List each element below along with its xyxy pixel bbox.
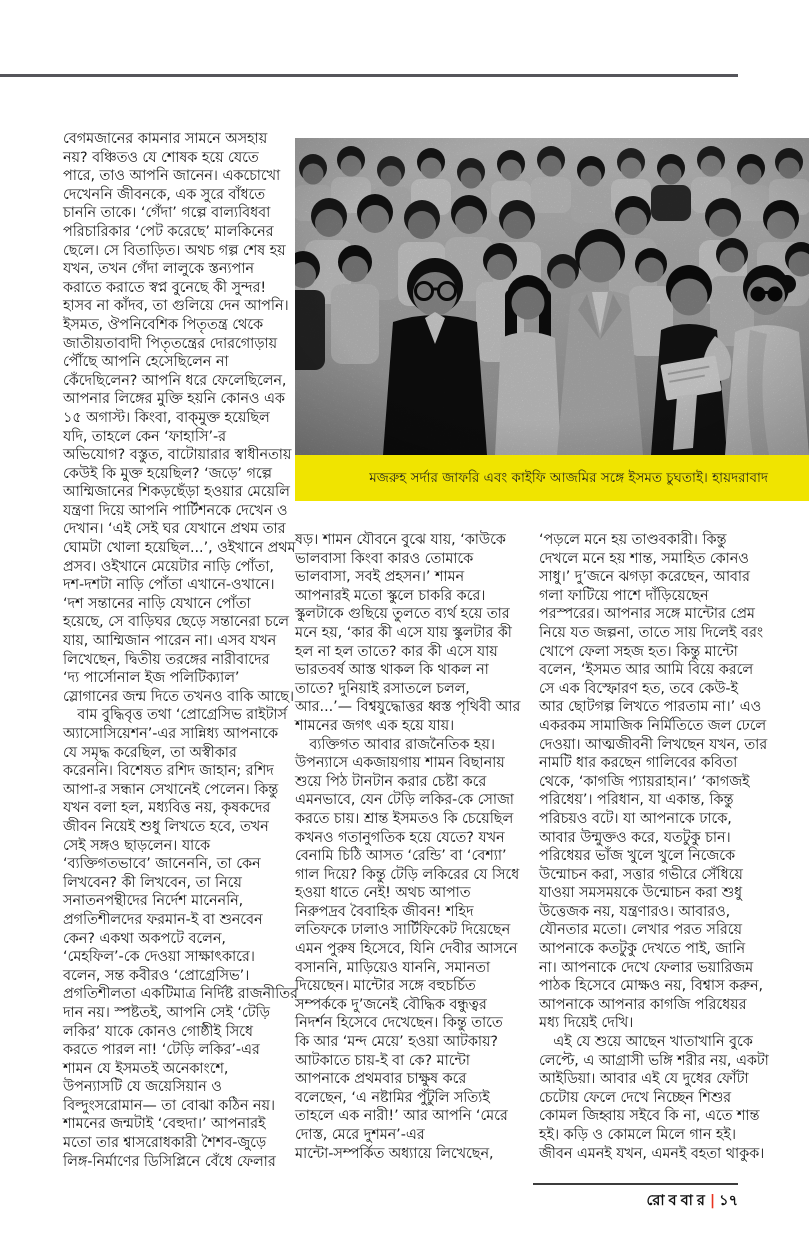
photo-block — [295, 138, 809, 501]
text-line: শুয়ে পিঠ টানটান করার চেষ্টা করে — [295, 773, 487, 790]
footer-rule — [533, 1183, 738, 1185]
text-line: ‘দ্য পার্সোনাল ইজ পলিটিক্যাল’ — [63, 670, 240, 687]
text-line: সনাতনপন্থীদের নির্দেশ মানেননি, — [63, 893, 244, 910]
text-line: পারে, তাও আপনি জানেন। একচোখো — [63, 168, 281, 185]
text-line: শামন যে ইসমতই অনেকাংশে, — [63, 1060, 229, 1077]
column-right — [539, 531, 803, 1163]
text-line: মধ্য দিয়েই দেখি। — [539, 1015, 634, 1032]
text-line: তাতে? দুনিয়াই রসাতলে চলল, — [295, 680, 470, 697]
text-line: জাতীয়তাবাদী পিতৃতন্ত্রের দোরগোড়ায় — [63, 335, 277, 352]
text-line: কোমল জিহ্বায় সইবে কি না, এতে শান্ত — [539, 1108, 760, 1125]
text-line: ছেলে। সে বিতাড়িত। অথচ গল্প শেষ হয় — [63, 242, 286, 259]
text-line: হওয়া ধাতে নেই! অথচ আপাত — [295, 885, 471, 902]
text-line: পরস্পরের। আপনার সঙ্গে মান্টোর প্রেম — [539, 606, 755, 623]
text-line: পরিচারিকার ‘পেট করেছে’ মালকিনের — [63, 223, 274, 240]
text-line: আপা-র সন্ধান সেখানেই পেলেন। কিন্তু — [63, 781, 279, 798]
text-line: লেপ্টে, এ আগ্রাসী ভঙ্গি শরীর নয়, একটা — [539, 1052, 769, 1069]
text-line: কি আর ‘মন্দ মেয়ে’ হওয়া আটকায়? — [295, 1034, 498, 1051]
text-line: আম্মিজানের শিকড়ছেঁড়া হওয়ার মেয়েলি — [63, 484, 290, 501]
text-line: আপনাকে কতটুকু দেখতে পাই, জানি — [539, 941, 746, 958]
text-line: যৌনতার মতো। লেখার পরত সরিয়ে — [539, 922, 742, 939]
text-line: প্রসব। ওইখানে মেয়েটার নাড়ি পোঁতা, — [63, 558, 274, 575]
text-line: হল না হল তাতে? কার কী এসে যায় — [295, 643, 498, 660]
column-left — [63, 130, 298, 1171]
text-line: করতে চায়। শ্রান্ত ইসমতও কি চেয়েছিল — [295, 810, 514, 827]
text-line: ভালবাসা, সবই প্রহসন।’ শামন — [295, 569, 465, 586]
text-line: একরকম সামাজিক নির্মিতিতে জল ঢেলে — [539, 717, 767, 734]
top-rule — [0, 74, 738, 77]
text-line: চাননি তাকে। ‘গেঁদা’ গল্পে বাল্যবিধবা — [63, 205, 271, 222]
text-line: যদি, তাহলে কেন ‘ফাহাসি’-র — [63, 428, 227, 445]
text-line: দেওয়া। আত্মজীবনী লিখছেন যখন, তার — [539, 736, 768, 753]
text-line: দশ-দশটা নাড়ি পোঁতা এখানে-ওখানে। — [63, 577, 275, 594]
text-line: অভিযোগ? বস্তুত, বাটোয়ারার স্বাধীনতায় — [63, 447, 292, 464]
text-line: লিখেছেন, দ্বিতীয় তরঙ্গের নারীবাদের — [63, 651, 270, 668]
footer-separator: | — [709, 1193, 716, 1209]
text-line: জীবন এমনই যখন, এমনই বহতা থাকুক। — [539, 1145, 765, 1162]
text-line: পরিধেয়’। পরিধান, যা একান্ত, কিন্তু — [539, 792, 734, 809]
text-line: এই যে শুয়ে আছেন খাতাখানি বুকে — [539, 1034, 753, 1051]
text-line: ভালবাসা কিংবা কারও তোমাকে — [295, 550, 474, 567]
text-line: বেনামি চিঠি আসত ‘রেন্ডি’ বা ‘বেশ্যা’ — [295, 848, 507, 865]
text-line: কখনও গতানুগতিক হয়ে যেতে? যখন — [295, 829, 505, 846]
text-line: লিখবেন? কী লিখবেন, তা নিয়ে — [63, 874, 242, 891]
text-line: যাওয়া সমসময়কে উন্মোচন করা শুধু — [539, 885, 743, 902]
photo-caption: মজরুহ সর্দার জাফরি এবং কাইফি আজমির সঙ্গে ইসমত চুঘতাই। হায়দরাবাদ — [295, 455, 809, 501]
text-line: প্রগতিশীলদের ফরমান-ই বা শুনবেন — [63, 911, 263, 928]
text-line: মনে হয়, ‘কার কী এসে যায় স্কুলটার কী — [295, 624, 512, 641]
text-line: স্লোগানের জন্ম দিতে তখনও বাকি আছে। — [63, 688, 295, 705]
text-line: আবার উন্মুক্তও করে, যতটুকু চান। — [539, 829, 731, 846]
text-line: আপনাকে প্রথমবার চাক্ষুষ করে — [295, 1071, 467, 1088]
text-line: যায়, আম্মিজান পারেন না। এসব যখন — [63, 633, 277, 650]
text-line: আপনাকে আপনার কাগজি পরিধেয়র — [539, 996, 747, 1013]
text-line: গলা ফাটিয়ে পাশে দাঁড়িয়েছেন — [539, 587, 709, 604]
text-line: যে সমৃদ্ধ করেছিল, তা অস্বীকার — [63, 744, 237, 761]
text-line: হাসব না কাঁদব, তা গুলিয়ে দেন আপনি। — [63, 298, 289, 315]
text-line: করতে পারল না! ‘টেড়ি লকির’-এর — [63, 1042, 260, 1059]
text-line: দেখান। ‘এই সেই ঘর যেখানে প্রথম তার — [63, 521, 286, 538]
text-line: ১৫ অগাস্ট। কিংবা, বাক্‌মুক্ত হয়েছিল — [63, 409, 270, 426]
text-line: হয়েছে, সে বাড়িঘর ছেড়ে সন্তানেরা চলে — [63, 614, 289, 631]
text-line: আপনারই মতো স্কুলে চাকরি করে। — [295, 587, 486, 604]
text-line: ‘দশ সন্তানের নাড়ি যেখানে পোঁতা — [63, 595, 251, 612]
text-line: যন্ত্রণা দিয়ে আপনি পার্টিশনকে দেখেন ও — [63, 502, 288, 519]
text-line: দেখেননি জীবনকে, এক সুরে বাঁধতে — [63, 186, 265, 203]
text-line: বেগমজানের কামনার সামনে অসহায় — [63, 131, 268, 147]
text-line: দান নয়। স্পষ্টতই, আপনি সেই ‘টেড়ি — [63, 1004, 270, 1021]
magazine-name: রোববার — [646, 1193, 709, 1209]
text-line: দেখলে মনে হয় শান্ত, সমাহিত কোনও — [539, 550, 749, 567]
text-line: যখন, তখন গেঁদা লালুকে স্তন্যপান — [63, 261, 254, 278]
text-line: উপন্যাসটি যে জয়েসিয়ান ও — [63, 1079, 222, 1096]
text-line: করেননি। বিশেষত রশিদ জাহান; রশিদ — [63, 763, 274, 780]
text-line: বসাননি, মাড়িয়েও যাননি, সমানতা — [295, 959, 490, 976]
text-line: থেকে, ‘কাগজি প্যায়রাহান।’ ‘কাগজই — [539, 773, 750, 790]
text-line: নামটি ধার করছেন গালিবের কবিতা — [539, 755, 738, 772]
text-line: সে এক বিস্ফোরণ হত, তবে কেউ-ই — [539, 680, 738, 697]
text-line: ‘ব্যক্তিগতভাবে’ জানেননি, তা কেন — [63, 856, 261, 873]
text-line: নিদর্শন হিসেবে দেখেছেন। কিন্তু তাতে — [295, 1015, 503, 1032]
text-line: বলেন, ‘ইসমত আর আমি বিয়ে করলে — [539, 662, 753, 679]
text-line: ‘পড়লে মনে হয় তাণ্ডবকারী। কিন্তু — [539, 532, 727, 548]
text-line: প্রগতিশীলতা একটিমাত্র নির্দিষ্ট রাজনীতির — [63, 986, 298, 1003]
text-line: স্কুলটাকে গুছিয়ে তুলতে ব্যর্থ হয়ে তার — [295, 606, 510, 623]
text-line: সেই সঙ্গও ছাড়লেন। যাকে — [63, 837, 210, 854]
text-line: এমনভাবে, যেন টেড়ি লকির-কে সোজা — [295, 792, 514, 809]
text-line: উন্মোচন করা, সত্তার গভীরে সেঁধিয়ে — [539, 866, 743, 883]
text-line: করাতে করাতে স্বপ্ন বুনেছে কী সুন্দর! — [63, 279, 267, 296]
text-line: শামনের জগৎ এক হয়ে যায়। — [295, 717, 455, 734]
group-photo — [295, 138, 809, 455]
text-line: উপন্যাসে একজায়গায় শামন বিছানায় — [295, 755, 505, 772]
group-photo-illustration — [295, 138, 809, 455]
text-line: সম্পর্ককে দু’জনেই বৌদ্ধিক বন্ধুত্বর — [295, 996, 487, 1013]
text-line: বিল্দুংসরোমান— তা বোঝা কঠিন নয়। — [63, 1097, 275, 1114]
text-line: মান্টো-সম্পর্কিত অধ্যায়ে লিখেছেন, — [295, 1145, 494, 1162]
text-line: যখন বলা হল, মধ্যবিত্ত নয়, কৃষকদের — [63, 800, 271, 817]
text-line: আইডিয়া। আবার এই যে দুধের ফোঁটা — [539, 1071, 749, 1088]
text-line: মতো তার শ্বাসরোধকারী শৈশব-জুড়ে — [63, 1135, 267, 1152]
text-line: গাল দিয়ে? কিন্তু টেড়ি লকিরের যে সিধে — [295, 866, 520, 883]
text-line: আর ছোটগল্প লিখতে পারতাম না।’ এও — [539, 699, 762, 716]
text-line: পৌঁছে আপনি হেসেছিলেন না — [63, 354, 229, 371]
text-line: না। আপনাকে দেখে ফেলার ভয়ারিজম — [539, 959, 754, 976]
text-line: ষড়। শামন যৌবনে বুঝে যায়, ‘কাউকে — [295, 532, 506, 548]
text-line: পরিচয়ও বটে। যা আপনাকে ঢাকে, — [539, 810, 732, 827]
text-line: লকির’ যাকে কোনও গোষ্ঠীই সিধে — [63, 1023, 253, 1040]
column-middle — [295, 531, 533, 1163]
text-line: নয়? বঞ্চিতও যে শোষক হয়ে যেতে — [63, 149, 259, 166]
text-line: তাহলে এক নারী!’ আর আপনি ‘মেরে — [295, 1108, 508, 1125]
text-line: কেন? একথা অকপটে বলেন, — [63, 930, 226, 947]
text-line: লতিফকে ঢালাও সার্টিফিকেট দিয়েছেন — [295, 922, 511, 939]
text-line: আটকাতে চায়-ই বা কে? মান্টো — [295, 1052, 470, 1069]
text-line: খোপে ফেলা সহজ হত। কিন্তু মান্টো — [539, 643, 738, 660]
text-line: হই। কড়ি ও কোমলে মিলে গান হই। — [539, 1127, 736, 1143]
text-line: নিয়ে যত জল্পনা, তাতে সায় দিলেই বরং — [539, 624, 764, 641]
page-footer — [483, 1190, 738, 1214]
text-line: শামনের জন্মটাই ‘বেহুদা।’ আপনারই — [63, 1116, 266, 1133]
text-line: অ্যাসোসিয়েশন’-এর সান্নিধ্য আপনাকে — [63, 726, 279, 742]
text-line: বলেছেন, ‘এ নষ্টামির পুঁটুলি সত্যিই — [295, 1089, 490, 1106]
text-line: ঘোমটা খোলা হয়েছিল...’, ওইখানে প্রথম — [63, 540, 296, 557]
text-line: আপনার লিঙ্গের মুক্তি হয়নি কোনও এক — [63, 391, 285, 408]
text-line: ‘মেহফিল’-কে দেওয়া সাক্ষাৎকারে। — [63, 949, 255, 966]
text-line: ইসমত, ঔপনিবেশিক পিতৃতন্ত্র থেকে — [63, 316, 264, 333]
text-line: ব্যক্তিগত আবার রাজনৈতিক হয়। — [295, 736, 495, 753]
text-line: উত্তেজক নয়, যন্ত্রণারও। আবারও, — [539, 903, 731, 920]
text-line: জীবন নিয়েই শুধু লিখতে হবে, তখন — [63, 818, 269, 835]
text-line: বাম বুদ্ধিবৃত্ত তথা ‘প্রোগ্রেসিভ রাইটার্স — [63, 707, 287, 724]
text-line: পরিধেয়র ভাঁজ খুলে খুলে নিজেকে — [539, 848, 735, 865]
text-line: চেটোয় ফেলে দেখে নিচ্ছেন শিশুর — [539, 1089, 732, 1106]
text-line: লিঙ্গ-নির্মাণের ডিসিপ্লিনে বেঁধে ফেলার — [63, 1153, 276, 1170]
text-line: দোস্ত, মেরে দুশমন’-এর — [295, 1127, 425, 1143]
text-line: ভারতবর্ষ আস্ত থাকল কি থাকল না — [295, 662, 489, 679]
text-line: দিয়েছেন। মান্টোর সঙ্গে বহুচর্চিত — [295, 978, 476, 995]
text-line: বলেন, সন্ত কবীরও ‘প্রোগ্রেসিভ’। — [63, 967, 250, 984]
text-line: কেউই কি মুক্ত হয়েছিল? ‘জড়ে’ গল্পে — [63, 465, 272, 482]
text-line: নিরুপদ্রব বৈবাহিক জীবন! শহিদ — [295, 903, 474, 920]
text-line: সাধু।’ দু’জনে ঝগড়া করেছেন, আবার — [539, 569, 750, 586]
page-number: ১৭ — [719, 1193, 738, 1209]
text-line: পাঠক হিসেবে মোক্ষও নয়, বিশ্বাস করুন, — [539, 978, 764, 995]
text-line: কেঁদেছিলেন? আপনি ধরে ফেলেছিলেন, — [63, 372, 287, 389]
text-line: এমন পুরুষ হিসেবে, যিনি দেবীর আসনে — [295, 941, 518, 958]
text-line: আর...’— বিশ্বযুদ্ধোত্তর ধ্বস্ত পৃথিবী আর — [295, 699, 521, 716]
